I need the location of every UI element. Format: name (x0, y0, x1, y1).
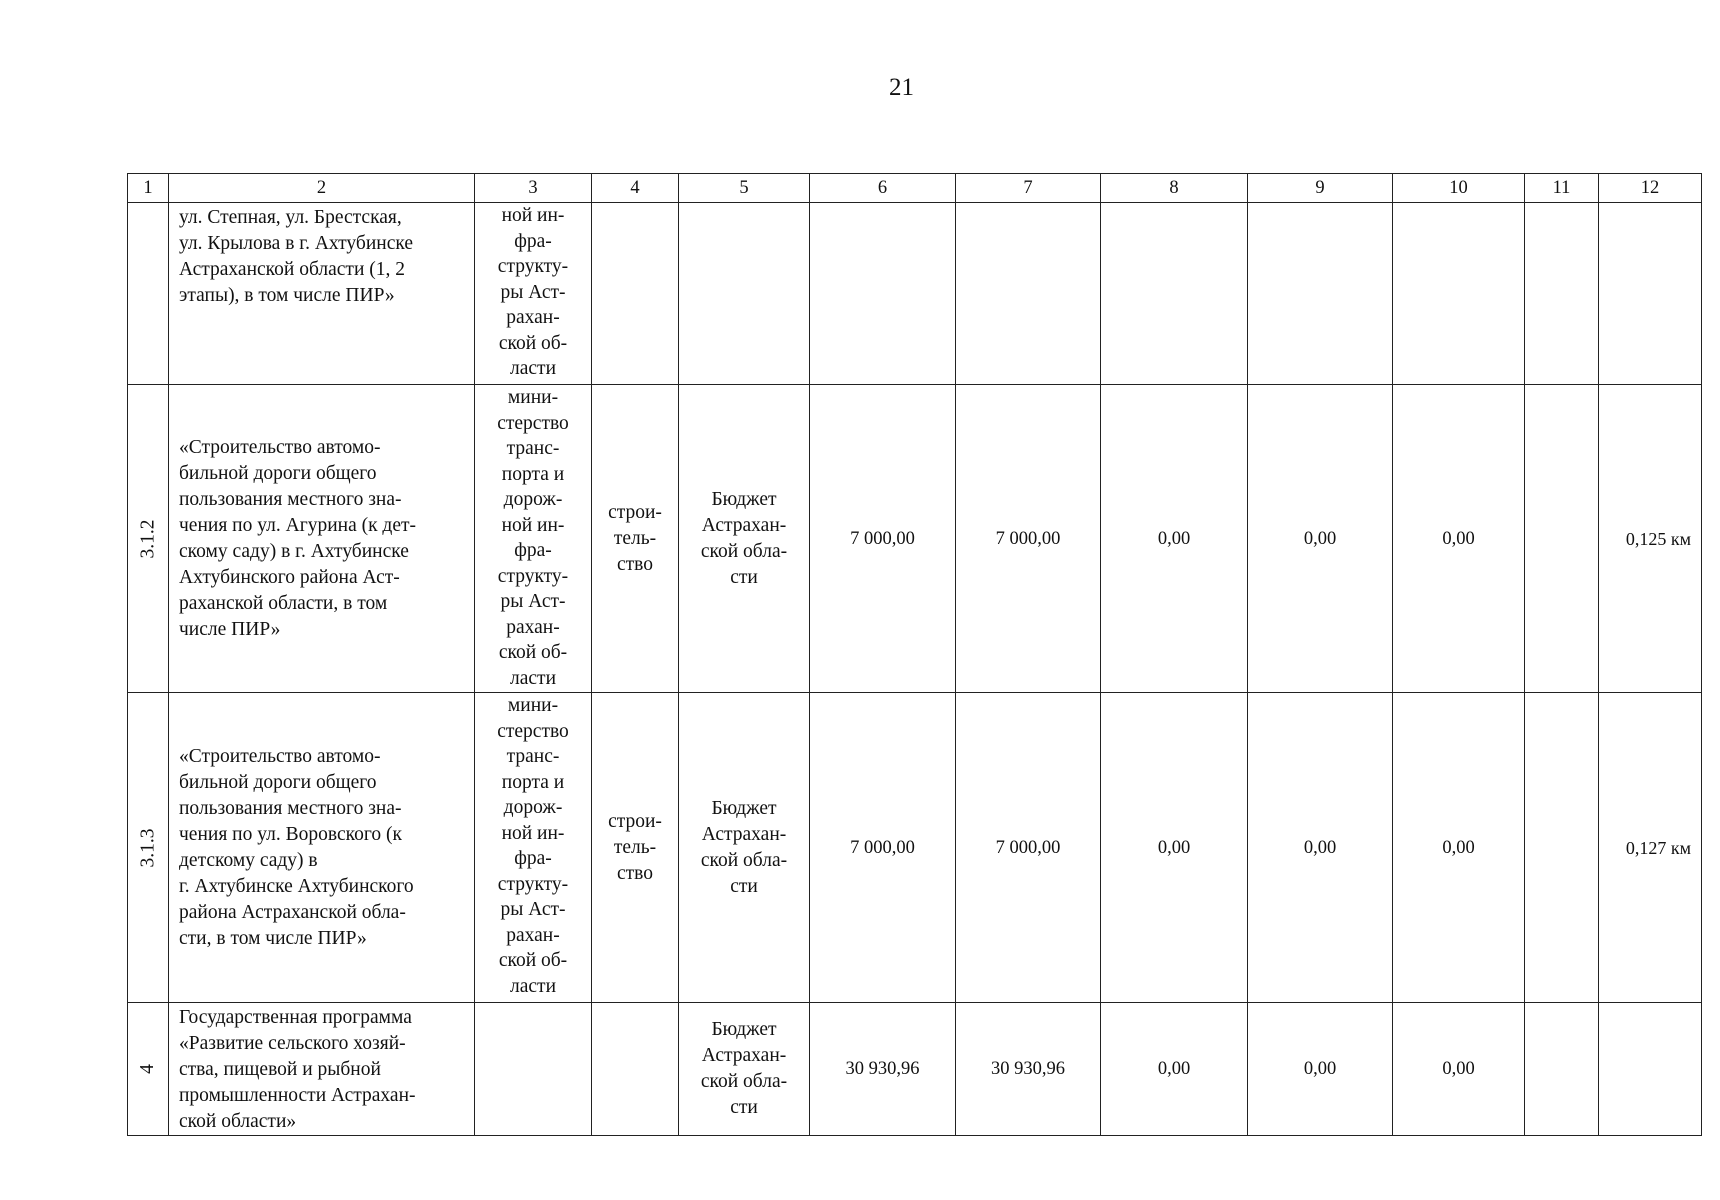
funding-source-cell (679, 203, 810, 385)
responsible-cell: мини- стерство транс- порта и дорож- ной ин- фра- структу- ры Аст- рахан- ской об- ласти (475, 385, 592, 693)
header-cell: 8 (1101, 174, 1248, 203)
responsible-cell: ной ин- фра- структу- ры Аст- рахан- ской об- ласти (475, 203, 592, 385)
header-cell: 12 (1599, 174, 1702, 203)
row-number-cell (128, 203, 169, 385)
table-row (128, 203, 1702, 385)
row-number-cell (128, 385, 169, 693)
capacity-cell (1599, 203, 1702, 385)
row-number-cell (128, 693, 169, 1003)
table-row (128, 693, 1702, 1003)
cell-11 (1525, 693, 1599, 1003)
event-type-cell (592, 203, 679, 385)
header-cell: 6 (810, 174, 956, 203)
cell-11 (1525, 385, 1599, 693)
header-cell: 11 (1525, 174, 1599, 203)
amount-cell-9: 0,00 (1248, 693, 1393, 1003)
header-cell: 1 (128, 174, 169, 203)
table-row (128, 385, 1702, 693)
table-header-row (128, 174, 1702, 203)
row-number: 3.1.3 (137, 828, 158, 867)
responsible-cell (475, 1003, 592, 1136)
amount-cell-9 (1248, 203, 1393, 385)
amount-cell-8: 0,00 (1101, 693, 1248, 1003)
capacity-cell (1599, 1003, 1702, 1136)
event-type-cell: строи- тель- ство (592, 693, 679, 1003)
cell-11 (1525, 203, 1599, 385)
header-cell: 7 (956, 174, 1101, 203)
budget-table (127, 173, 1702, 1136)
amount-cell-6: 7 000,00 (810, 693, 956, 1003)
header-cell: 2 (169, 174, 475, 203)
funding-source-cell: Бюджет Астрахан- ской обла- сти (679, 693, 810, 1003)
amount-cell-8: 0,00 (1101, 1003, 1248, 1136)
amount-cell-8 (1101, 203, 1248, 385)
header-cell: 5 (679, 174, 810, 203)
amount-cell-9: 0,00 (1248, 1003, 1393, 1136)
object-name-cell: «Строительство автомо- бильной дороги общего пользования местного зна- чения по ул. Агурина (к дет- скому саду) в г. Ахтубинске Ахтубинского района Аст- раханской области, в том числе ПИР» (169, 385, 475, 693)
header-cell: 4 (592, 174, 679, 203)
object-name-cell: ул. Степная, ул. Брестская, ул. Крылова в г. Ахтубинске Астраханской области (1, 2 этапы), в том числе ПИР» (169, 203, 475, 385)
page-number: 21 (889, 74, 914, 101)
row-number: 4 (137, 1064, 158, 1074)
event-type-cell (592, 1003, 679, 1136)
header-cell: 9 (1248, 174, 1393, 203)
amount-cell-10: 0,00 (1393, 693, 1525, 1003)
amount-cell-10: 0,00 (1393, 385, 1525, 693)
table-row (128, 1003, 1702, 1136)
amount-cell-7: 30 930,96 (956, 1003, 1101, 1136)
header-cell: 3 (475, 174, 592, 203)
row-number-cell (128, 1003, 169, 1136)
amount-cell-8: 0,00 (1101, 385, 1248, 693)
funding-source-cell: Бюджет Астрахан- ской обла- сти (679, 1003, 810, 1136)
event-type-cell: строи- тель- ство (592, 385, 679, 693)
row-number: 3.1.2 (137, 519, 158, 558)
capacity-cell: 0,127 км (1599, 693, 1702, 1003)
header-cell: 10 (1393, 174, 1525, 203)
capacity-cell: 0,125 км (1599, 385, 1702, 693)
amount-cell-6: 30 930,96 (810, 1003, 956, 1136)
amount-cell-7: 7 000,00 (956, 693, 1101, 1003)
amount-cell-7: 7 000,00 (956, 385, 1101, 693)
object-name-cell: Государственная программа «Развитие сельского хозяй- ства, пищевой и рыбной промышленности Астрахан- ской области» (169, 1003, 475, 1136)
object-name-cell: «Строительство автомо- бильной дороги общего пользования местного зна- чения по ул. Воровского (к детскому саду) в г. Ахтубинске Ахтубинского района Астраханской обла- сти, в том числе ПИР» (169, 693, 475, 1003)
amount-cell-6 (810, 203, 956, 385)
cell-11 (1525, 1003, 1599, 1136)
funding-source-cell: Бюджет Астрахан- ской обла- сти (679, 385, 810, 693)
responsible-cell: мини- стерство транс- порта и дорож- ной ин- фра- структу- ры Аст- рахан- ской об- ласти (475, 693, 592, 1003)
amount-cell-6: 7 000,00 (810, 385, 956, 693)
amount-cell-10 (1393, 203, 1525, 385)
amount-cell-9: 0,00 (1248, 385, 1393, 693)
amount-cell-10: 0,00 (1393, 1003, 1525, 1136)
amount-cell-7 (956, 203, 1101, 385)
